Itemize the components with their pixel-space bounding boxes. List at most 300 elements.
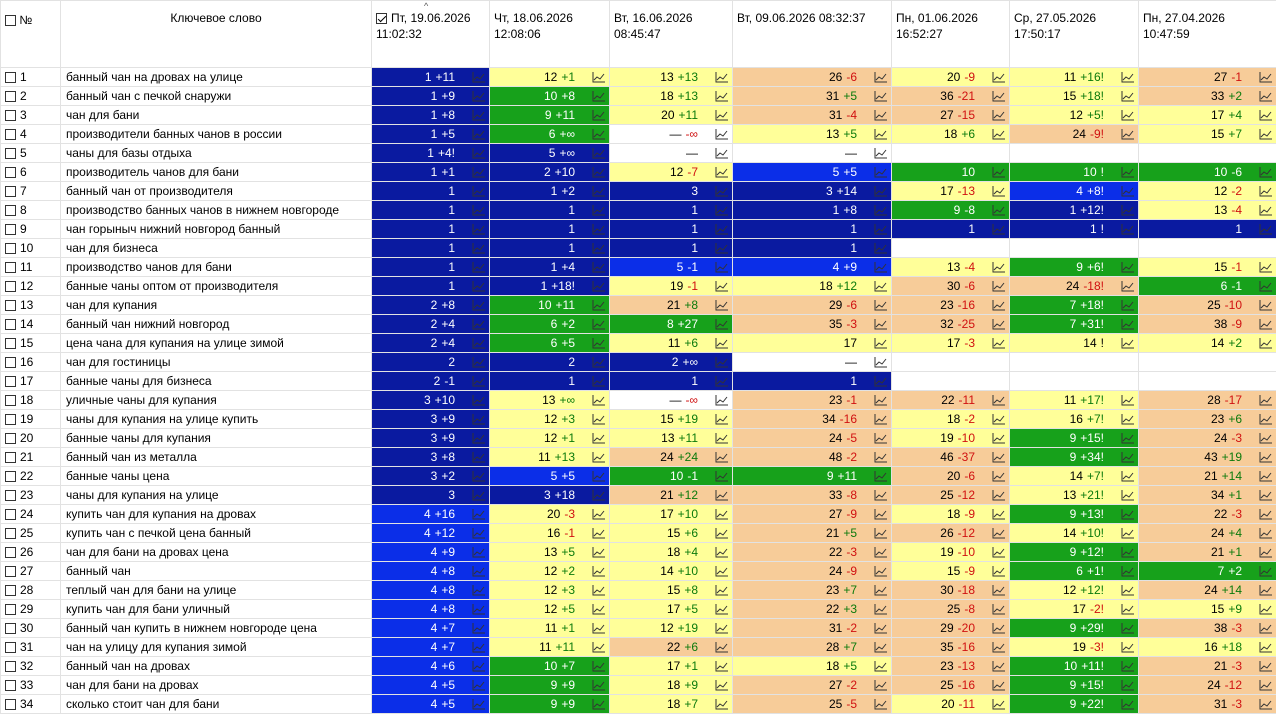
position-cell[interactable] xyxy=(372,182,490,201)
position-cell[interactable] xyxy=(733,353,892,372)
position-cell[interactable] xyxy=(610,87,733,106)
chart-icon[interactable] xyxy=(472,128,486,140)
row-number-cell[interactable] xyxy=(1,68,61,87)
row-checkbox[interactable] xyxy=(5,319,16,330)
position-cell[interactable] xyxy=(1139,315,1276,334)
chart-icon[interactable] xyxy=(715,622,729,634)
keyword-cell[interactable]: купить чан для купания на дровах xyxy=(61,505,372,524)
keyword-cell[interactable]: банный чан на дровах на улице xyxy=(61,68,372,87)
chart-icon[interactable] xyxy=(472,90,486,102)
chart-icon[interactable] xyxy=(1259,280,1273,292)
chart-icon[interactable] xyxy=(1259,489,1273,501)
table-row[interactable] xyxy=(1,391,1276,410)
position-cell[interactable] xyxy=(1139,676,1276,695)
position-cell[interactable] xyxy=(1010,429,1139,448)
row-checkbox[interactable] xyxy=(5,623,16,634)
chart-icon[interactable] xyxy=(992,565,1006,577)
chart-icon[interactable] xyxy=(592,185,606,197)
position-cell[interactable] xyxy=(610,448,733,467)
chart-icon[interactable] xyxy=(992,679,1006,691)
position-cell[interactable] xyxy=(372,353,490,372)
position-cell[interactable] xyxy=(372,372,490,391)
chart-icon[interactable] xyxy=(592,375,606,387)
chart-icon[interactable] xyxy=(992,451,1006,463)
chart-icon[interactable] xyxy=(1121,432,1135,444)
position-cell[interactable] xyxy=(610,296,733,315)
keyword-cell[interactable]: производитель чанов для бани xyxy=(61,163,372,182)
row-checkbox[interactable] xyxy=(5,376,16,387)
keyword-cell[interactable]: чаны для базы отдыха xyxy=(61,144,372,163)
chart-icon[interactable] xyxy=(715,508,729,520)
chart-icon[interactable] xyxy=(1259,204,1273,216)
position-cell[interactable] xyxy=(372,163,490,182)
chart-icon[interactable] xyxy=(592,90,606,102)
position-cell[interactable] xyxy=(1010,201,1139,220)
chart-icon[interactable] xyxy=(874,356,888,368)
position-cell[interactable] xyxy=(1010,277,1139,296)
chart-icon[interactable] xyxy=(874,185,888,197)
position-cell[interactable] xyxy=(1139,277,1276,296)
chart-icon[interactable] xyxy=(1259,508,1273,520)
keyword-cell[interactable]: производители банных чанов в россии xyxy=(61,125,372,144)
chart-icon[interactable] xyxy=(992,622,1006,634)
chart-icon[interactable] xyxy=(992,90,1006,102)
chart-icon[interactable] xyxy=(592,128,606,140)
keyword-cell[interactable]: банные чаны для купания xyxy=(61,429,372,448)
position-cell[interactable] xyxy=(610,391,733,410)
row-checkbox[interactable] xyxy=(5,699,16,710)
position-cell[interactable] xyxy=(490,334,610,353)
position-cell[interactable] xyxy=(372,277,490,296)
chart-icon[interactable] xyxy=(992,527,1006,539)
keyword-cell[interactable]: банный чан xyxy=(61,562,372,581)
position-cell[interactable] xyxy=(490,638,610,657)
row-number-cell[interactable] xyxy=(1,125,61,144)
table-row[interactable] xyxy=(1,600,1276,619)
position-cell[interactable] xyxy=(372,429,490,448)
row-checkbox[interactable] xyxy=(5,642,16,653)
position-cell[interactable] xyxy=(1139,505,1276,524)
position-cell[interactable] xyxy=(490,201,610,220)
chart-icon[interactable] xyxy=(874,641,888,653)
keyword-cell[interactable]: банные чаны для бизнеса xyxy=(61,372,372,391)
position-cell[interactable] xyxy=(1010,486,1139,505)
position-cell[interactable] xyxy=(733,619,892,638)
chart-icon[interactable] xyxy=(715,432,729,444)
chart-icon[interactable] xyxy=(992,318,1006,330)
chart-icon[interactable] xyxy=(472,489,486,501)
chart-icon[interactable] xyxy=(1259,109,1273,121)
table-row[interactable] xyxy=(1,353,1276,372)
chart-icon[interactable] xyxy=(715,280,729,292)
chart-icon[interactable] xyxy=(472,698,486,710)
position-cell[interactable] xyxy=(490,600,610,619)
position-cell[interactable] xyxy=(490,410,610,429)
chart-icon[interactable] xyxy=(1121,470,1135,482)
chart-icon[interactable] xyxy=(592,299,606,311)
position-cell[interactable] xyxy=(372,201,490,220)
chart-icon[interactable] xyxy=(715,413,729,425)
position-cell[interactable] xyxy=(892,543,1010,562)
keyword-cell[interactable]: чаны для купания на улице xyxy=(61,486,372,505)
chart-icon[interactable] xyxy=(592,242,606,254)
chart-icon[interactable] xyxy=(874,166,888,178)
position-cell[interactable] xyxy=(1139,448,1276,467)
keyword-cell[interactable]: купить чан с печкой цена банный xyxy=(61,524,372,543)
chart-icon[interactable] xyxy=(472,413,486,425)
chart-icon[interactable] xyxy=(472,185,486,197)
chart-icon[interactable] xyxy=(1259,413,1273,425)
keyword-cell[interactable]: чан для бани на дровах xyxy=(61,676,372,695)
position-cell[interactable] xyxy=(610,353,733,372)
chart-icon[interactable] xyxy=(592,71,606,83)
chart-icon[interactable] xyxy=(1259,394,1273,406)
position-cell[interactable] xyxy=(1139,125,1276,144)
table-row[interactable] xyxy=(1,163,1276,182)
chart-icon[interactable] xyxy=(472,565,486,577)
chart-icon[interactable] xyxy=(992,394,1006,406)
position-cell[interactable] xyxy=(1139,695,1276,714)
position-cell[interactable] xyxy=(733,429,892,448)
chart-icon[interactable] xyxy=(472,660,486,672)
chart-icon[interactable] xyxy=(592,660,606,672)
chart-icon[interactable] xyxy=(715,204,729,216)
row-checkbox[interactable] xyxy=(5,357,16,368)
row-checkbox[interactable] xyxy=(5,72,16,83)
position-cell[interactable] xyxy=(892,106,1010,125)
position-cell[interactable] xyxy=(610,201,733,220)
position-cell[interactable] xyxy=(372,562,490,581)
table-row[interactable] xyxy=(1,543,1276,562)
chart-icon[interactable] xyxy=(874,128,888,140)
position-cell[interactable] xyxy=(892,467,1010,486)
position-cell[interactable] xyxy=(372,524,490,543)
chart-icon[interactable] xyxy=(592,337,606,349)
row-number-cell[interactable] xyxy=(1,695,61,714)
table-row[interactable] xyxy=(1,201,1276,220)
position-cell[interactable] xyxy=(1010,87,1139,106)
position-cell[interactable] xyxy=(733,657,892,676)
chart-icon[interactable] xyxy=(1259,470,1273,482)
chart-icon[interactable] xyxy=(592,622,606,634)
position-cell[interactable] xyxy=(892,600,1010,619)
keyword-cell[interactable]: банные чаны оптом от производителя xyxy=(61,277,372,296)
chart-icon[interactable] xyxy=(715,451,729,463)
position-cell[interactable] xyxy=(892,448,1010,467)
chart-icon[interactable] xyxy=(1121,280,1135,292)
table-row[interactable] xyxy=(1,467,1276,486)
position-cell[interactable] xyxy=(1010,695,1139,714)
chart-icon[interactable] xyxy=(992,71,1006,83)
position-cell[interactable] xyxy=(892,125,1010,144)
chart-icon[interactable] xyxy=(472,337,486,349)
row-number-cell[interactable] xyxy=(1,505,61,524)
keyword-cell[interactable]: банный чан от производителя xyxy=(61,182,372,201)
chart-icon[interactable] xyxy=(1259,166,1273,178)
position-cell[interactable] xyxy=(490,163,610,182)
position-cell[interactable] xyxy=(610,220,733,239)
position-cell[interactable] xyxy=(372,106,490,125)
position-cell[interactable] xyxy=(892,68,1010,87)
position-cell[interactable] xyxy=(610,106,733,125)
chart-icon[interactable] xyxy=(715,584,729,596)
position-cell[interactable] xyxy=(1010,410,1139,429)
position-cell[interactable] xyxy=(1010,676,1139,695)
position-cell[interactable] xyxy=(490,87,610,106)
chart-icon[interactable] xyxy=(715,698,729,710)
chart-icon[interactable] xyxy=(592,641,606,653)
chart-icon[interactable] xyxy=(592,280,606,292)
position-cell[interactable] xyxy=(1010,296,1139,315)
row-number-cell[interactable] xyxy=(1,258,61,277)
chart-icon[interactable] xyxy=(472,71,486,83)
keyword-cell[interactable]: банный чан из металла xyxy=(61,448,372,467)
chart-icon[interactable] xyxy=(992,299,1006,311)
chart-icon[interactable] xyxy=(874,299,888,311)
position-cell[interactable] xyxy=(610,467,733,486)
row-number-cell[interactable] xyxy=(1,543,61,562)
row-number-cell[interactable] xyxy=(1,581,61,600)
position-cell[interactable] xyxy=(490,125,610,144)
position-cell[interactable] xyxy=(372,448,490,467)
chart-icon[interactable] xyxy=(1259,584,1273,596)
chart-icon[interactable] xyxy=(592,508,606,520)
chart-icon[interactable] xyxy=(874,413,888,425)
chart-icon[interactable] xyxy=(992,508,1006,520)
position-cell[interactable] xyxy=(733,182,892,201)
row-number-cell[interactable] xyxy=(1,410,61,429)
chart-icon[interactable] xyxy=(874,508,888,520)
row-checkbox[interactable] xyxy=(5,91,16,102)
chart-icon[interactable] xyxy=(992,166,1006,178)
row-checkbox[interactable] xyxy=(5,224,16,235)
row-number-cell[interactable] xyxy=(1,486,61,505)
position-cell[interactable] xyxy=(490,353,610,372)
position-cell[interactable] xyxy=(1139,87,1276,106)
table-row[interactable] xyxy=(1,410,1276,429)
position-cell[interactable] xyxy=(1139,334,1276,353)
keyword-cell[interactable]: уличные чаны для купания xyxy=(61,391,372,410)
chart-icon[interactable] xyxy=(874,109,888,121)
keyword-cell[interactable]: чан горыныч нижний новгород банный xyxy=(61,220,372,239)
table-row[interactable] xyxy=(1,68,1276,87)
position-cell[interactable] xyxy=(1139,638,1276,657)
position-cell[interactable] xyxy=(733,505,892,524)
chart-icon[interactable] xyxy=(472,261,486,273)
chart-icon[interactable] xyxy=(1259,698,1273,710)
position-cell[interactable] xyxy=(892,429,1010,448)
chart-icon[interactable] xyxy=(472,432,486,444)
position-cell[interactable] xyxy=(372,220,490,239)
chart-icon[interactable] xyxy=(715,489,729,501)
position-cell[interactable] xyxy=(733,201,892,220)
position-cell[interactable] xyxy=(372,676,490,695)
row-checkbox[interactable] xyxy=(5,661,16,672)
chart-icon[interactable] xyxy=(472,622,486,634)
chart-icon[interactable] xyxy=(472,527,486,539)
chart-icon[interactable] xyxy=(874,242,888,254)
chart-icon[interactable] xyxy=(1121,90,1135,102)
row-number-cell[interactable] xyxy=(1,163,61,182)
chart-icon[interactable] xyxy=(472,470,486,482)
position-cell[interactable] xyxy=(490,144,610,163)
chart-icon[interactable] xyxy=(472,679,486,691)
position-cell[interactable] xyxy=(610,334,733,353)
position-cell[interactable] xyxy=(490,505,610,524)
chart-icon[interactable] xyxy=(472,242,486,254)
position-cell[interactable] xyxy=(1010,220,1139,239)
position-cell[interactable] xyxy=(1010,619,1139,638)
position-cell[interactable] xyxy=(372,125,490,144)
chart-icon[interactable] xyxy=(472,546,486,558)
chart-icon[interactable] xyxy=(472,204,486,216)
position-cell[interactable] xyxy=(372,657,490,676)
chart-icon[interactable] xyxy=(1121,603,1135,615)
row-number-cell[interactable] xyxy=(1,182,61,201)
chart-icon[interactable] xyxy=(592,147,606,159)
row-number-cell[interactable] xyxy=(1,87,61,106)
position-cell[interactable] xyxy=(610,182,733,201)
row-checkbox[interactable] xyxy=(5,566,16,577)
chart-icon[interactable] xyxy=(715,223,729,235)
position-cell[interactable] xyxy=(372,87,490,106)
position-cell[interactable] xyxy=(372,467,490,486)
chart-icon[interactable] xyxy=(592,166,606,178)
chart-icon[interactable] xyxy=(472,508,486,520)
chart-icon[interactable] xyxy=(1121,584,1135,596)
chart-icon[interactable] xyxy=(874,261,888,273)
position-cell[interactable] xyxy=(610,619,733,638)
position-cell[interactable] xyxy=(733,68,892,87)
position-cell[interactable] xyxy=(610,144,733,163)
position-cell[interactable] xyxy=(892,239,1010,258)
chart-icon[interactable] xyxy=(592,356,606,368)
row-checkbox[interactable] xyxy=(5,452,16,463)
position-cell[interactable] xyxy=(610,410,733,429)
row-checkbox[interactable] xyxy=(5,338,16,349)
position-cell[interactable] xyxy=(610,562,733,581)
row-number-cell[interactable] xyxy=(1,315,61,334)
chart-icon[interactable] xyxy=(992,470,1006,482)
position-cell[interactable] xyxy=(1010,391,1139,410)
position-cell[interactable] xyxy=(610,695,733,714)
position-cell[interactable] xyxy=(733,486,892,505)
keyword-cell[interactable]: чан на улицу для купания зимой xyxy=(61,638,372,657)
position-cell[interactable] xyxy=(1139,220,1276,239)
chart-icon[interactable] xyxy=(715,660,729,672)
chart-icon[interactable] xyxy=(1121,679,1135,691)
position-cell[interactable] xyxy=(372,296,490,315)
position-cell[interactable] xyxy=(490,543,610,562)
position-cell[interactable] xyxy=(1139,524,1276,543)
chart-icon[interactable] xyxy=(715,299,729,311)
chart-icon[interactable] xyxy=(1259,185,1273,197)
position-cell[interactable] xyxy=(490,581,610,600)
header-date-3[interactable] xyxy=(733,1,892,68)
header-date-4[interactable] xyxy=(892,1,1010,68)
chart-icon[interactable] xyxy=(874,375,888,387)
chart-icon[interactable] xyxy=(715,527,729,539)
table-row[interactable] xyxy=(1,372,1276,391)
table-row[interactable] xyxy=(1,562,1276,581)
position-cell[interactable] xyxy=(610,505,733,524)
chart-icon[interactable] xyxy=(874,603,888,615)
position-cell[interactable] xyxy=(610,581,733,600)
row-checkbox[interactable] xyxy=(5,243,16,254)
keyword-cell[interactable]: теплый чан для бани на улице xyxy=(61,581,372,600)
chart-icon[interactable] xyxy=(874,527,888,539)
row-checkbox[interactable] xyxy=(5,490,16,501)
position-cell[interactable] xyxy=(610,657,733,676)
position-cell[interactable] xyxy=(733,296,892,315)
chart-icon[interactable] xyxy=(992,641,1006,653)
chart-icon[interactable] xyxy=(992,698,1006,710)
position-cell[interactable] xyxy=(372,410,490,429)
chart-icon[interactable] xyxy=(1121,527,1135,539)
position-cell[interactable] xyxy=(1139,68,1276,87)
chart-icon[interactable] xyxy=(874,71,888,83)
position-cell[interactable] xyxy=(892,353,1010,372)
position-cell[interactable] xyxy=(1139,353,1276,372)
chart-icon[interactable] xyxy=(592,527,606,539)
position-cell[interactable] xyxy=(490,372,610,391)
position-cell[interactable] xyxy=(610,543,733,562)
position-cell[interactable] xyxy=(1010,125,1139,144)
chart-icon[interactable] xyxy=(715,242,729,254)
chart-icon[interactable] xyxy=(1259,299,1273,311)
chart-icon[interactable] xyxy=(992,660,1006,672)
position-cell[interactable] xyxy=(490,486,610,505)
position-cell[interactable] xyxy=(733,543,892,562)
position-cell[interactable] xyxy=(1010,638,1139,657)
chart-icon[interactable] xyxy=(874,489,888,501)
position-cell[interactable] xyxy=(1139,144,1276,163)
position-cell[interactable] xyxy=(490,467,610,486)
position-cell[interactable] xyxy=(733,334,892,353)
chart-icon[interactable] xyxy=(874,622,888,634)
row-number-cell[interactable] xyxy=(1,353,61,372)
chart-icon[interactable] xyxy=(992,413,1006,425)
position-cell[interactable] xyxy=(372,600,490,619)
chart-icon[interactable] xyxy=(472,147,486,159)
chart-icon[interactable] xyxy=(874,698,888,710)
position-cell[interactable] xyxy=(733,695,892,714)
keyword-cell[interactable]: производство чанов для бани xyxy=(61,258,372,277)
chart-icon[interactable] xyxy=(992,204,1006,216)
keyword-cell[interactable]: чаны для купания на улице купить xyxy=(61,410,372,429)
header-date-5[interactable] xyxy=(1010,1,1139,68)
chart-icon[interactable] xyxy=(1121,451,1135,463)
chart-icon[interactable] xyxy=(472,299,486,311)
table-row[interactable] xyxy=(1,505,1276,524)
chart-icon[interactable] xyxy=(592,584,606,596)
chart-icon[interactable] xyxy=(715,565,729,577)
chart-icon[interactable] xyxy=(992,603,1006,615)
position-cell[interactable] xyxy=(1010,144,1139,163)
position-cell[interactable] xyxy=(1139,296,1276,315)
position-cell[interactable] xyxy=(733,315,892,334)
position-cell[interactable] xyxy=(1139,581,1276,600)
chart-icon[interactable] xyxy=(715,603,729,615)
position-cell[interactable] xyxy=(610,239,733,258)
chart-icon[interactable] xyxy=(472,451,486,463)
position-cell[interactable] xyxy=(892,657,1010,676)
position-cell[interactable] xyxy=(892,562,1010,581)
position-cell[interactable] xyxy=(733,372,892,391)
keyword-cell[interactable]: банный чан на дровах xyxy=(61,657,372,676)
keyword-cell[interactable]: банный чан купить в нижнем новгороде цена xyxy=(61,619,372,638)
chart-icon[interactable] xyxy=(1121,413,1135,425)
